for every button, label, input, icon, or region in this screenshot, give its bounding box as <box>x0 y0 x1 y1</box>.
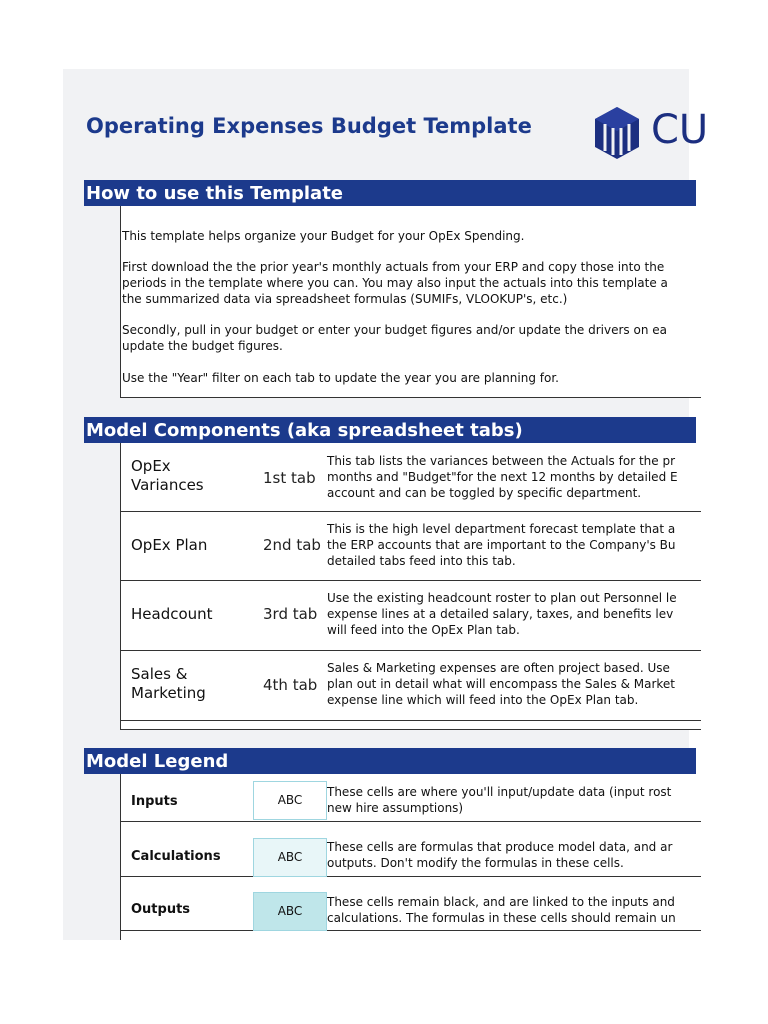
how-to-line: the summarized data via spreadsheet formulas (SUMIFs, VLOOKUP's, etc.) <box>122 292 568 306</box>
desc-line: will feed into the OpEx Plan tab. <box>327 623 520 637</box>
brand-logo-text: CU <box>651 107 709 153</box>
component-name <box>131 665 231 703</box>
component-name <box>131 457 231 495</box>
how-to-heading: How to use this Template <box>84 180 696 206</box>
component-row <box>121 511 701 581</box>
component-tab: 4th tab <box>263 676 318 694</box>
component-desc <box>327 453 678 501</box>
desc-line: the ERP accounts that are important to the Company's Bu <box>327 538 676 552</box>
desc-line: These cells are formulas that produce model data, and ar <box>327 840 673 854</box>
how-to-line: Secondly, pull in your budget or enter your budget figures and/or update the drivers on ea <box>122 323 667 337</box>
desc-line: This is the high level department forecast template that a <box>327 522 676 536</box>
components-box <box>120 443 701 730</box>
component-desc <box>327 590 677 638</box>
component-row <box>121 443 701 512</box>
desc-line: expense lines at a detailed salary, taxes, and benefits lev <box>327 607 674 621</box>
desc-line: detailed tabs feed into this tab. <box>327 554 516 568</box>
desc-line: new hire assumptions) <box>327 801 464 815</box>
component-row <box>121 650 701 721</box>
page-title: Operating Expenses Budget Template <box>86 114 532 138</box>
how-to-line: Use the "Year" filter on each tab to update the year you are planning for. <box>122 371 559 385</box>
desc-line: plan out in detail what will encompass the Sales & Market <box>327 677 675 691</box>
legend-sample-cell: ABC <box>253 838 327 877</box>
legend-row <box>121 876 701 931</box>
component-name-line: Variances <box>131 476 204 494</box>
legend-sample-cell: ABC <box>253 781 327 820</box>
legend-name: Calculations <box>131 849 221 864</box>
how-to-box <box>120 206 701 398</box>
desc-line: This tab lists the variances between the Actuals for the pr <box>327 454 675 468</box>
component-row <box>121 580 701 651</box>
how-to-line: First download the the prior year's monthly actuals from your ERP and copy those into the <box>122 260 665 274</box>
desc-line: months and "Budget"for the next 12 months by detailed E <box>327 470 678 484</box>
component-name: OpEx Plan <box>131 536 208 554</box>
legend-name: Inputs <box>131 794 178 809</box>
legend-row <box>121 821 701 877</box>
legend-heading: Model Legend <box>84 748 696 774</box>
component-tab: 1st tab <box>263 469 316 487</box>
component-tab: 2nd tab <box>263 536 321 554</box>
legend-name: Outputs <box>131 902 191 917</box>
component-name-line: OpEx <box>131 457 171 475</box>
desc-line: outputs. Don't modify the formulas in these cells. <box>327 856 624 870</box>
legend-desc <box>327 894 676 926</box>
legend-desc <box>327 784 671 816</box>
brand-logo <box>591 105 711 165</box>
desc-line: Use the existing headcount roster to plan out Personnel le <box>327 591 677 605</box>
legend-box <box>120 774 701 940</box>
legend-row <box>121 781 701 822</box>
desc-line: These cells are where you'll input/update data (input rost <box>327 785 672 799</box>
desc-line: account and can be toggled by specific department. <box>327 486 642 500</box>
how-to-line: This template helps organize your Budget for your OpEx Spending. <box>122 229 525 243</box>
legend-desc <box>327 839 672 871</box>
how-to-line: update the budget figures. <box>122 339 283 353</box>
component-desc <box>327 521 676 569</box>
component-desc <box>327 660 675 708</box>
components-heading: Model Components (aka spreadsheet tabs) <box>84 417 696 443</box>
cube-logo-icon <box>591 105 643 163</box>
component-tab: 3rd tab <box>263 605 318 623</box>
desc-line: expense line which will feed into the OpEx Plan tab. <box>327 693 639 707</box>
how-to-line: periods in the template where you can. You may also input the actuals into this template a <box>122 276 668 290</box>
legend-sample-cell: ABC <box>253 892 327 931</box>
component-name-line: Marketing <box>131 684 206 702</box>
desc-line: calculations. The formulas in these cells should remain un <box>327 911 676 925</box>
desc-line: These cells remain black, and are linked to the inputs and <box>327 895 675 909</box>
component-name-line: Sales & <box>131 665 188 683</box>
component-name: Headcount <box>131 605 213 623</box>
desc-line: Sales & Marketing expenses are often project based. Use <box>327 661 670 675</box>
spreadsheet-page <box>63 69 709 940</box>
